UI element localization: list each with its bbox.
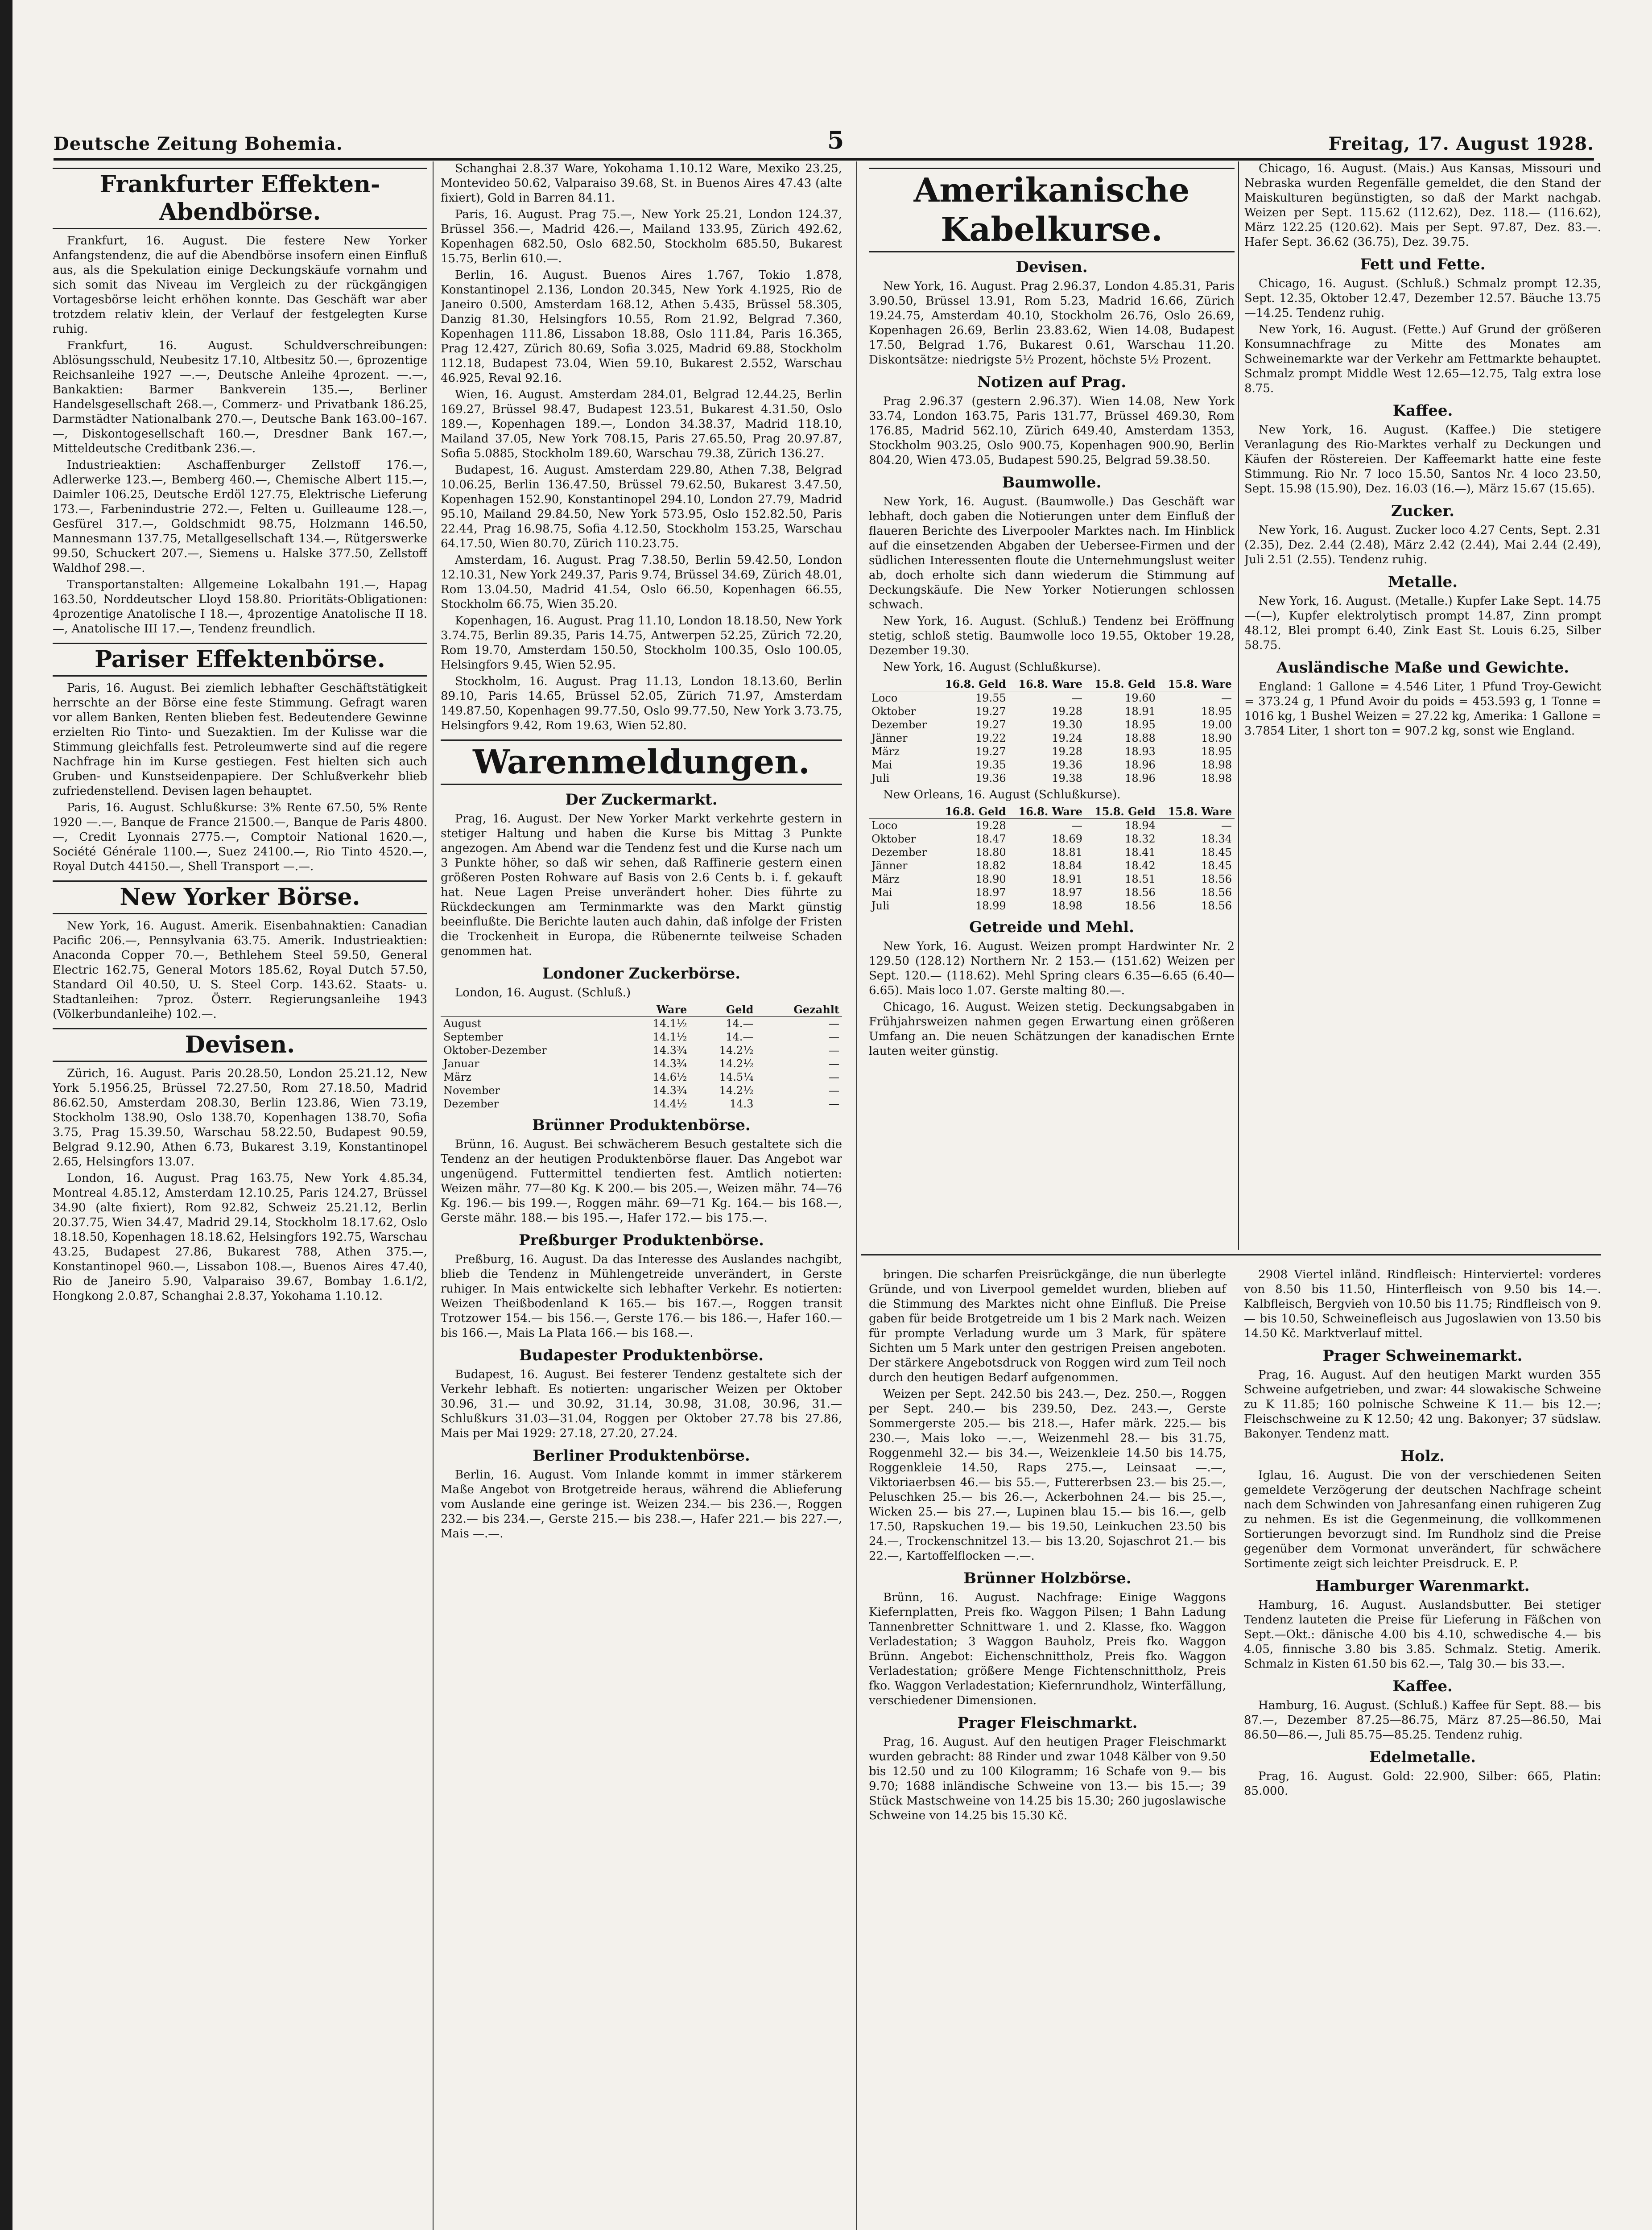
article-text: England: 1 Gallone = 4.546 Liter, 1 Pfund Troy-Gewicht = 373.24 g, 1 Pfund Avoir du poids = 453.593 g, 1 Tonne = 1016 kg, 1 Bushel Weizen = 27.22 kg, Amerika: 1 Gallone = 3.7854 Liter, 1 short ton = 907.2 kg, sonst wie England. bbox=[1244, 680, 1601, 738]
table-cell: 19.28 bbox=[1052, 705, 1082, 718]
table-row bbox=[869, 718, 1235, 731]
article-text: Hamburg, 16. August. (Schluß.) Kaffee für Sept. 88.— bis 87.—, Dezember 87.25—86.75, März 87.25—86.50, Mai 86.50—86.—, Juli 85.75—85.25. Tendenz ruhig. bbox=[1244, 1699, 1601, 1742]
table-row bbox=[869, 859, 1235, 872]
article-text: Hamburg, 16. August. Auslandsbutter. Bei stetiger Tendenz lauteten die Preise für Lieferung in Fäßchen von Sept.—Okt.: dänische 4.00 bis 4.10, schwedische 4.— bis 4.05, finnische 3.80 bis 3.85. Schmalz. Stetig. Amerik. Schmalz in Kisten 61.50 bis 62.—, Talg 30.— bis 33.—. bbox=[1244, 1598, 1601, 1671]
table-cell: März bbox=[871, 873, 900, 885]
subheading-sugar: Zucker. bbox=[1391, 502, 1455, 520]
article-text: New York, 16. August. (Schluß.) Tendenz bei Eröffnung stetig, schloß stetig. Baumwolle loco 19.55, Oktober 19.28, Dezember 19.30. bbox=[869, 615, 1235, 657]
table-cell: 19.55 bbox=[975, 692, 1006, 704]
column-header: 16.8. Geld bbox=[936, 677, 1009, 691]
column-1 bbox=[53, 161, 427, 2230]
table-cell: 19.27 bbox=[975, 719, 1006, 731]
table-row bbox=[869, 886, 1235, 899]
table-cell: 18.90 bbox=[1201, 732, 1232, 744]
heading-devisen: Devisen. bbox=[53, 1028, 427, 1062]
table-cell: 18.34 bbox=[1201, 833, 1232, 845]
article-text: Amsterdam, 16. August. Prag 7.38.50, Berlin 59.42.50, London 12.10.31, New York 249.37, Paris 9.74, Brüssel 34.69, Zürich 48.01, Rom 13.04.50, Madrid 41.54, Oslo 66.50, Kopenhagen 66.55, Stockholm 66.75, Wien 35.20. bbox=[441, 553, 842, 611]
table-cell: — bbox=[829, 1031, 839, 1043]
article-text: New York, 16. August. (Fette.) Auf Grund der größeren Konsumnachfrage zu Mitte des Monates am Schweinemarkte war der Verkehr am Fettmarkte behauptet. Schmalz prompt Middle West 12.65—12.75, Talg extra lose 8.75. bbox=[1244, 323, 1601, 395]
sugar-quotes-table bbox=[441, 1003, 842, 1111]
table-row bbox=[441, 1084, 842, 1097]
table-cell: November bbox=[443, 1084, 500, 1097]
table-cell: 19.35 bbox=[975, 759, 1006, 771]
heading-american-cables: Amerikanische Kabelkurse. bbox=[869, 168, 1235, 252]
table-cell: 18.51 bbox=[1125, 873, 1156, 885]
column-header: 15.8. Geld bbox=[1085, 805, 1158, 819]
article-text: bringen. Die scharfen Preisrückgänge, die nun überlegte Gründe, und von Liverpool gemeldet wurden, blieben auf die Stimmung des Marktes nicht ohne Einfluß. Die Preise gaben für beide Brotgetreide um 1 bis 2 Mark nach. Weizen für prompte Verladung wurde um 3 Mark, für spätere Sichten um 5 Mark unter den gestrigen Preisen angeboten. Der stärkere Angebotsdruck von Roggen wird zum Teil noch durch den heutigen Bedarf aufgenommen. bbox=[869, 1268, 1226, 1384]
subheading-budapest-products: Budapester Produktenbörse. bbox=[519, 1346, 764, 1364]
subheading-wood: Holz. bbox=[1400, 1447, 1445, 1465]
table-cell: 18.96 bbox=[1125, 772, 1156, 785]
subheading-hamburg-goods: Hamburger Warenmarkt. bbox=[1315, 1577, 1530, 1595]
column-header: 15.8. Ware bbox=[1158, 805, 1235, 819]
column-header: Geld bbox=[690, 1003, 756, 1017]
subheading-weights: Ausländische Maße und Gewichte. bbox=[1276, 659, 1569, 677]
subheading-berlin-products: Berliner Produktenbörse. bbox=[533, 1447, 750, 1465]
table-cell: — bbox=[829, 1044, 839, 1057]
article-text: Schanghai 2.8.37 Ware, Yokohama 1.10.12 Ware, Mexiko 23.25, Montevideo 50.62, Valparaiso 39.68, St. in Buenos Aires 47.43 (alte fixiert), Gold in Barren 84.11. bbox=[441, 162, 842, 205]
section-rule bbox=[861, 1254, 1601, 1255]
table-caption: London, 16. August. (Schluß.) bbox=[455, 986, 631, 999]
table-cell: 19.36 bbox=[1052, 759, 1082, 771]
cotton-new-york-table bbox=[869, 677, 1235, 785]
cotton-new-orleans-table bbox=[869, 805, 1235, 913]
table-cell: 18.56 bbox=[1125, 886, 1156, 899]
column-header: Ware bbox=[623, 1003, 690, 1017]
table-row bbox=[441, 1057, 842, 1070]
article-text: Budapest, 16. August. Amsterdam 229.80, Athen 7.38, Belgrad 10.06.25, Berlin 136.47.50, Brüssel 79.62.50, Bukarest 3.47.50, Kopenhagen 152.90, Konstantinopel 294.10, London 27.79, Madrid 95.10, Mailand 29.84.50, New York 573.95, Oslo 152.82.50, Paris 22.44, Prag 16.98.75, Sofia 4.12.50, Stockholm 153.25, Warschau 64.17.50, Wien 80.70, Zürich 110.23.75. bbox=[441, 463, 842, 550]
table-cell: Mai bbox=[871, 759, 892, 771]
article-text: 2908 Viertel inländ. Rindfleisch: Hinterviertel: vorderes von 8.50 bis 11.50, Hinterfleisch von 9.50 bis 14.—. Kalbfleisch, Bergvieh von 10.50 bis 11.75; Rindfleisch von 9.— bis 10.50, Schweinefleisch aus Jugoslawien von 13.50 bis 14.50 Kč. Marktverlauf mittel. bbox=[1244, 1268, 1601, 1340]
column-header bbox=[441, 1003, 623, 1017]
table-cell: März bbox=[871, 745, 900, 758]
table-cell: 18.93 bbox=[1125, 745, 1156, 758]
article-text: Zürich, 16. August. Paris 20.28.50, London 25.21.12, New York 5.1956.25, Brüssel 72.27.50, Rom 27.18.50, Madrid 86.62.50, Amsterdam 208.30, Berlin 123.86, Wien 73.19, Stockholm 138.90, Oslo 138.70, Kopenhagen 138.70, Sofia 3.75, Prag 15.39.50, Warschau 58.22.50, Budapest 90.59, Belgrad 9.12.90, Athen 6.73, Bukarest 3.19, Konstantinopel 2.65, Helsingfors 13.07. bbox=[53, 1067, 427, 1169]
table-cell: 18.97 bbox=[1052, 886, 1082, 899]
article-text: Wien, 16. August. Amsterdam 284.01, Belgrad 12.44.25, Berlin 169.27, Brüssel 98.47, Budapest 123.51, Bukarest 4.31.50, Oslo 189.—, Kopenhagen 189.—, London 34.38.37, Madrid 118.10, Mailand 37.05, New York 708.15, Paris 27.65.50, Prag 20.97.87, Sofia 5.0885, Stockholm 189.60, Warschau 79.38, Zürich 136.27. bbox=[441, 388, 842, 460]
article-text: New York, 16. August. Prag 2.96.37, London 4.85.31, Paris 3.90.50, Brüssel 13.91, Rom 5.23, Madrid 16.66, Zürich 19.24.75, Amsterdam 40.10, Stockholm 26.76, Oslo 26.69, Kopenhagen 26.69, Berlin 23.83.62, Wien 14.08, Budapest 17.50, Belgrad 1.76, Bukarest 0.61, Warschau 11.20. Diskontsätze: niedrigste 5½ Prozent, höchste 5½ Prozent. bbox=[869, 280, 1235, 367]
article-text: Chicago, 16. August. Weizen stetig. Deckungsabgaben in Frühjahrsweizen nahmen gegen Erwartung einen größeren Umfang an. Die neuen Schätzungen der kanadischen Ernte lauten weiter günstig. bbox=[869, 1000, 1235, 1058]
article-text: Chicago, 16. August. (Mais.) Aus Kansas, Missouri und Nebraska wurden Regenfälle gemeldet, die den Stand der Maiskulturen begünstigten, so daß der Markt nachgab. Weizen per Sept. 115.62 (112.62), Dez. 118.— (116.62), März 122.25 (120.62). Mais per Sept. 97.87, Dez. 83.—. Hafer Sept. 36.62 (36.75), Dez. 39.75. bbox=[1244, 162, 1601, 249]
article-text: Prag, 16. August. Der New Yorker Markt verkehrte gestern in stetiger Haltung und haben die Kurse bis Mittag 3 Punkte angezogen. Am Abend war die Tendenz fest und die Kurse nach um 3 Punkte höher, so daß wir sehen, daß Raffinerie gestern einen größeren Posten Rohware auf Basis von 2.6 Cents b. i. f. gekauft hat. Neue Lagen Preise unverändert hoher. Dies führte zu Rückdeckungen am Terminmarkte was den Markt günstig beeinflußte. Die Berichte lauten auch dahin, daß infolge der Fristen die Trockenheit in Europa, die Rübenernte teilweise Schaden genommen hat. bbox=[441, 812, 842, 958]
table-cell: August bbox=[443, 1017, 482, 1030]
column-header: 15.8. Ware bbox=[1158, 677, 1235, 691]
table-cell: 18.98 bbox=[1201, 772, 1232, 785]
table-cell: — bbox=[1221, 692, 1232, 704]
table-cell: 19.28 bbox=[1052, 745, 1082, 758]
article-text: Chicago, 16. August. (Schluß.) Schmalz prompt 12.35, Sept. 12.35, Oktober 12.47, Dezember 12.57. Bäuche 13.75—14.25. Tendenz ruhig. bbox=[1244, 277, 1601, 320]
table-row bbox=[441, 1044, 842, 1057]
issue-date: Freitag, 17. August 1928. bbox=[1328, 133, 1594, 154]
column-rule bbox=[433, 161, 434, 2230]
subheading-cotton: Baumwolle. bbox=[1002, 474, 1102, 491]
article-text: Industrieaktien: Aschaffenburger Zellstoff 176.—, Adlerwerke 123.—, Bemberg 460.—, Chemische Albert 115.—, Daimler 106.25, Deutsche Erdöl 127.75, Elektrische Lieferung 173.—, Farbenindustrie 272.—, Felten u. Guilleaume 128.—, Gesfürel 317.—, Goldschmidt 98.75, Holzmann 146.50, Mannesmann 137.75, Metallgesellschaft 134.—, Rütgerswerke 99.50, Schuckert 207.—, Siemens u. Halske 377.50, Zellstoff Waldhof 298.—. bbox=[53, 458, 427, 575]
table-cell: Oktober bbox=[871, 705, 916, 718]
column-2 bbox=[441, 161, 842, 2230]
table-caption: New York, 16. August (Schlußkurse). bbox=[883, 661, 1101, 674]
subheading-grain: Getreide und Mehl. bbox=[969, 918, 1134, 936]
article-text: Prag 2.96.37 (gestern 2.96.37). Wien 14.08, New York 33.74, London 163.75, Paris 131.77, Brüssel 469.30, Rom 176.85, Madrid 562.10, Zürich 649.40, Amsterdam 1353, Stockholm 903.25, Oslo 900.75, Kopenhagen 900.90, Berlin 804.20, Wien 473.05, Budapest 590.25, Belgrad 59.38.50. bbox=[869, 395, 1235, 467]
column-header: 16.8. Ware bbox=[1009, 677, 1085, 691]
article-text: Brünn, 16. August. Nachfrage: Einige Waggons Kiefernplatten, Preis fko. Waggon Pilsen; 1 Bahn Ladung Tannenbretter Schnittware 1. und 2. Klasse, fko. Waggon Verladestation; 3 Waggon Bauholz, Preis fko. Waggon Brünn. Angebot: Eichenschnittholz, Preis fko. Waggon Verladestation; größere Menge Fichtenschnittholz, Preis fko. Waggon Verladestation; Kiefernrundholz, Winterfällung, verschiedener Dimensionen. bbox=[869, 1591, 1226, 1707]
table-row bbox=[869, 899, 1235, 913]
table-cell: 18.81 bbox=[1052, 846, 1082, 859]
article-text: New York, 16. August. (Kaffee.) Die stetigere Veranlagung des Rio-Marktes verhalf zu Deckungen und Käufen der Röstereien. Der Kaffeemarkt hatte eine feste Stimmung. Rio Nr. 7 loco 15.50, Santos Nr. 4 loco 23.50, Sept. 15.98 (15.90), Dez. 16.03 (16.—), März 15.67 (15.65). bbox=[1244, 423, 1601, 496]
table-cell: — bbox=[829, 1098, 839, 1110]
table-cell: März bbox=[443, 1071, 471, 1083]
table-cell: Dezember bbox=[871, 846, 927, 859]
table-cell: September bbox=[443, 1031, 503, 1043]
table-row bbox=[869, 705, 1235, 718]
article-text: Frankfurt, 16. August. Die festere New Yorker Anfangstendenz, die auf die Abendbörse insofern einen Einfluß aus, als die Spekulation einige Deckungskäufe vornahm und sich somit das Niveau im Vergleich zu der rückgängigen Vortagesbörse leicht erhöhen konnte. Das Geschäft war aber trotzdem relativ klein, der Verlauf der festgelegten Kurse ruhig. bbox=[53, 234, 427, 336]
table-cell: — bbox=[829, 1084, 839, 1097]
table-cell: 18.95 bbox=[1201, 745, 1232, 758]
table-row bbox=[869, 745, 1235, 758]
table-cell: 19.36 bbox=[975, 772, 1006, 785]
table-cell: 14.3¾ bbox=[653, 1084, 687, 1097]
article-text: Brünn, 16. August. Bei schwächerem Besuch gestaltete sich die Tendenz an der heutigen Produktenbörse flauer. Das Angebot war ungenügend. Futtermittel tendierten fest. Amtlich notierten: Weizen mähr. 77—80 Kg. K 200.— bis 205.—, Weizen mähr. 74—76 Kg. 196.— bis 199.—, Roggen mähr. 69—71 Kg. 164.— bis 168.—, Gerste mähr. 188.— bis 195.—, Hafer 172.— bis 175.—. bbox=[441, 1138, 842, 1225]
article-text: Transportanstalten: Allgemeine Lokalbahn 191.—, Hapag 163.50, Norddeutscher Lloyd 158.80. Prioritäts-Obligationen: 4prozentige Anatolische I 18.—, 4prozentige Anatolische II 18.—, Anatolische III 17.—, Tendenz freundlich. bbox=[53, 578, 427, 636]
table-cell: Jänner bbox=[871, 732, 908, 744]
article-text: Berlin, 16. August. Vom Inlande kommt in immer stärkerem Maße Angebot von Brotgetreide heraus, während die Ablieferung vom Auslande eine geringe ist. Weizen 234.— bis 236.—, Roggen 232.— bis 234.—, Gerste 215.— bis 238.—, Hafer 221.— bis 227.—, Mais —.—. bbox=[441, 1468, 842, 1540]
heading-frankfurt: Frankfurter Effekten-Abendbörse. bbox=[53, 168, 427, 229]
table-cell: 18.45 bbox=[1201, 859, 1232, 872]
scan-edge bbox=[0, 0, 12, 2230]
column-header: 16.8. Geld bbox=[936, 805, 1009, 819]
table-cell: 14.— bbox=[726, 1017, 754, 1030]
table-cell: 19.24 bbox=[1052, 732, 1082, 744]
table-cell: 19.27 bbox=[975, 745, 1006, 758]
table-cell: — bbox=[1071, 819, 1082, 832]
table-header-row bbox=[441, 1003, 842, 1017]
table-cell: 14.3 bbox=[729, 1098, 754, 1110]
article-text: Berlin, 16. August. Buenos Aires 1.767, Tokio 1.878, Konstantinopel 2.136, London 20.345, New York 4.1925, Rio de Janeiro 0.500, Amsterdam 168.12, Athen 5.435, Brüssel 58.305, Danzig 81.30, Helsingfors 10.55, Rom 21.92, Belgrad 7.360, Kopenhagen 111.86, Lissabon 18.88, Oslo 111.84, Paris 16.365, Prag 12.427, Zürich 80.69, Sofia 3.025, Madrid 69.88, Stockholm 112.18, Budapest 73.04, Wien 59.10, Bukarest 2.552, Warschau 46.925, Reval 92.16. bbox=[441, 268, 842, 385]
article-text: Paris, 16. August. Bei ziemlich lebhafter Geschäftstätigkeit herrschte an der Börse eine feste Stimmung. Gefragt waren vor allem Banken, Renten blieben fest. Bedeutendere Gewinne erzielten Rio Tinto- und Suezaktien. Im der Kulisse war die Stimmung gleichfalls fest. Petroleumwerte sind auf die regere Nachfrage hin im Kurse gestiegen. Fest hielten sich auch Gruben- und Kunstseidenpapiere. Der Schlußverkehr blieb zufriedenstellend. Devisen lagen behauptet. bbox=[53, 681, 427, 798]
table-cell: 14.2½ bbox=[719, 1044, 754, 1057]
lower-section bbox=[869, 1268, 1601, 2230]
table-row bbox=[441, 1070, 842, 1084]
table-cell: 14.1½ bbox=[653, 1031, 687, 1043]
table-cell: 14.— bbox=[726, 1031, 754, 1043]
table-cell: — bbox=[829, 1071, 839, 1083]
table-cell: 18.91 bbox=[1125, 705, 1156, 718]
article-text: New York, 16. August. (Metalle.) Kupfer Lake Sept. 14.75—(—), Kupfer elektrolytisch prompt 14.87, Zinn prompt 48.12, Blei prompt 6.40, Zink East St. Louis 6.25, Silber 58.75. bbox=[1244, 595, 1601, 652]
table-cell: Dezember bbox=[871, 719, 927, 731]
table-row bbox=[869, 731, 1235, 745]
table-cell: 18.56 bbox=[1201, 900, 1232, 912]
table-row bbox=[441, 1017, 842, 1031]
table-cell: 18.82 bbox=[975, 859, 1006, 872]
column-3 bbox=[869, 161, 1235, 1245]
table-cell: 18.97 bbox=[975, 886, 1006, 899]
heading-paris: Pariser Effektenbörse. bbox=[53, 643, 427, 677]
page-number: 5 bbox=[827, 126, 844, 154]
table-cell: Mai bbox=[871, 886, 892, 899]
table-cell: — bbox=[829, 1017, 839, 1030]
column-rule bbox=[856, 161, 857, 2230]
subheading-prague-meat: Prager Fleischmarkt. bbox=[957, 1714, 1138, 1732]
table-row bbox=[441, 1097, 842, 1111]
table-cell: 18.45 bbox=[1201, 846, 1232, 859]
table-cell: 19.00 bbox=[1201, 719, 1232, 731]
table-row bbox=[869, 846, 1235, 859]
subheading-prague-notes: Notizen auf Prag. bbox=[977, 373, 1127, 391]
table-cell: 19.28 bbox=[975, 819, 1006, 832]
table-cell: Juli bbox=[871, 772, 890, 785]
article-text: London, 16. August. Prag 163.75, New York 4.85.34, Montreal 4.85.12, Amsterdam 12.10.25, Paris 124.27, Brüssel 34.90 (alte fixiert), Rom 92.82, Schweiz 25.21.12, Berlin 20.37.75, Wien 34.47, Madrid 29.14, Stockholm 18.17.62, Oslo 18.18.50, Kopenhagen 18.18.62, Helsingfors 192.75, Warschau 43.25, Budapest 27.86, Bukarest 788, Athen 375.—, Konstantinopel 960.—, Lissabon 108.—, Buenos Aires 47.40, Rio de Janeiro 5.90, Valparaiso 39.67, Bombay 1.6.1/2, Hongkong 2.0.87, Schanghai 2.8.37, Yokohama 1.10.12. bbox=[53, 1172, 427, 1303]
table-cell: 18.88 bbox=[1125, 732, 1156, 744]
table-cell: 14.1½ bbox=[653, 1017, 687, 1030]
table-cell: — bbox=[1221, 819, 1232, 832]
table-cell: Oktober-Dezember bbox=[443, 1044, 547, 1057]
table-cell: 14.3¾ bbox=[653, 1057, 687, 1070]
subheading-devisen: Devisen. bbox=[1016, 258, 1088, 276]
article-text: Stockholm, 16. August. Prag 11.13, London 18.13.60, Berlin 89.10, Paris 14.65, Brüssel 52.05, Zürich 71.97, Amsterdam 149.87.50, Kopenhagen 99.77.50, Oslo 99.77.50, New York 3.73.75, Helsingfors 9.42, Rom 19.63, Wien 52.80. bbox=[441, 675, 842, 732]
article-text: New York, 16. August. Weizen prompt Hardwinter Nr. 2 129.50 (128.12) Northern Nr. 2 153.— (151.62) Weizen per Sept. 120.— (118.62). Mehl Spring clears 6.35—6.65 (6.40—6.65). Mais loco 1.07. Gerste malting 80.—. bbox=[869, 940, 1235, 997]
table-cell: 18.95 bbox=[1125, 719, 1156, 731]
table-cell: — bbox=[1071, 692, 1082, 704]
article-text: Prag, 16. August. Gold: 22.900, Silber: 665, Platin: 85.000. bbox=[1244, 1770, 1601, 1798]
column-4 bbox=[1244, 161, 1601, 1245]
table-cell: 19.30 bbox=[1052, 719, 1082, 731]
column-header: 16.8. Ware bbox=[1009, 805, 1085, 819]
article-text: Frankfurt, 16. August. Schuldverschreibungen: Ablösungsschuld, Neubesitz 17.10, Altbesitz 50.—, 6prozentige Reichsanleihe 1927 —.—, Deutsche Anleihe 4prozent. —.—, Bankaktien: Barmer Bankverein 135.—, Berliner Handelsgesellschaft 268.—, Commerz- und Privatbank 186.25, Darmstädter Nationalbank 270.—, Deutsche Bank 163.00–167.—, Diskontogesellschaft 160.—, Dresdner Bank 167.—, Mitteldeutsche Creditbank 236.—. bbox=[53, 339, 427, 455]
table-cell: 18.69 bbox=[1052, 833, 1082, 845]
table-cell: 14.4½ bbox=[653, 1098, 687, 1110]
table-cell: Dezember bbox=[443, 1098, 499, 1110]
article-text: Budapest, 16. August. Bei festerer Tendenz gestaltete sich der Verkehr lebhaft. Es notierten: ungarischer Weizen per Oktober 30.96, 31.— und 30.92, 31.14, 30.98, 31.08, 30.96, 31.— Schlußkurs 31.03—31.04, Roggen per Oktober 27.78 bis 27.86, Mais per Mai 1929: 27.18, 27.20, 27.24. bbox=[441, 1368, 842, 1440]
table-cell: Loco bbox=[871, 819, 898, 832]
subheading-fats: Fett und Fette. bbox=[1360, 256, 1486, 273]
lower-right-column bbox=[1244, 1268, 1601, 1825]
table-cell: 18.56 bbox=[1125, 900, 1156, 912]
article-text: Kopenhagen, 16. August. Prag 11.10, London 18.18.50, New York 3.74.75, Berlin 89.35, Paris 14.75, Antwerpen 52.25, Zürich 72.20, Rom 19.70, Amsterdam 150.50, Stockholm 100.35, Oslo 100.05, Helsingfors 9.45, Wien 52.95. bbox=[441, 614, 842, 672]
table-cell: Oktober bbox=[871, 833, 916, 845]
table-cell: 18.56 bbox=[1201, 873, 1232, 885]
table-cell: 18.95 bbox=[1201, 705, 1232, 718]
article-text: New York, 16. August. (Baumwolle.) Das Geschäft war lebhaft, doch gaben die Notierungen unter dem Einfluß der flaueren Berichte des Liverpooler Marktes nach. Im Hinblick auf die einsetzenden Abgaben der Uebersee-Firmen und der südlichen Interessenten floute die Unternehmungslust weiter ab, doch erholte sich dann wiederum die Stimmung auf Deckungskäufe. Die New Yorker Notierungen schlossen schwach. bbox=[869, 495, 1235, 611]
column-header: 15.8. Geld bbox=[1085, 677, 1158, 691]
table-cell: 19.38 bbox=[1052, 772, 1082, 785]
subheading-brno-products: Brünner Produktenbörse. bbox=[532, 1116, 751, 1134]
article-text: New York, 16. August. Amerik. Eisenbahnaktien: Canadian Pacific 206.—, Pennsylvania 63.75. Amerik. Industrieaktien: Anaconda Copper 70.—, Bethlehem Steel 59.50, General Electric 162.75, General Motors 185.62, Royal Dutch 57.50, Standard Oil 40.50, U. S. Steel Corp. 143.62. Staats- u. Stadtanleihen: 7proz. Österr. Regierungsanleihe 1943 (Völkerbundanleihe) 102.—. bbox=[53, 919, 427, 1021]
table-cell: 18.56 bbox=[1201, 886, 1232, 899]
newspaper-name: Deutsche Zeitung Bohemia. bbox=[54, 133, 343, 154]
table-cell: 18.99 bbox=[975, 900, 1006, 912]
heading-warenmeldungen: Warenmeldungen. bbox=[441, 739, 842, 785]
article-text: Weizen per Sept. 242.50 bis 243.—, Dez. 250.—, Roggen per Sept. 240.— bis 239.50, Dez. 243.—, Gerste Sommergerste 205.— bis 218.—, Hafer märk. 225.— bis 230.—, Mais loko —.—, Weizenmehl 28.— bis 31.75, Roggenmehl 32.— bis 34.—, Weizenkleie 14.50 bis 14.75, Roggenkleie 14.50, Raps 275.—, Leinsaat —.—, Viktoriaerbsen 46.— bis 55.—, Futtererbsen 23.— bis 25.—, Peluschken 25.— bis 26.—, Ackerbohnen 24.— bis 25.—, Wicken 25.— bis 27.—, Lupinen blau 15.— bis 16.—, gelb 17.50, Rapskuchen 19.— bis 19.50, Leinkuchen 23.50 bis 24.—, Trockenschnitzel 13.— bis 13.20, Sojaschrot 21.— bis 22.—, Kartoffelflocken —.—. bbox=[869, 1388, 1226, 1563]
subheading-coffee: Kaffee. bbox=[1392, 402, 1453, 420]
table-cell: 18.32 bbox=[1125, 833, 1156, 845]
table-cell: 18.91 bbox=[1052, 873, 1082, 885]
column-header: Gezahlt bbox=[756, 1003, 842, 1017]
table-caption: New Orleans, 16. August (Schlußkurse). bbox=[883, 788, 1121, 801]
subheading-coffee-hamburg: Kaffee. bbox=[1392, 1677, 1453, 1695]
table-cell: — bbox=[829, 1057, 839, 1070]
table-cell: 18.41 bbox=[1125, 846, 1156, 859]
table-cell: Januar bbox=[443, 1057, 479, 1070]
table-cell: 18.94 bbox=[1125, 819, 1156, 832]
article-text: Preßburg, 16. August. Da das Interesse des Auslandes nachgibt, blieb die Tendenz in Mühlengetreide unverändert, in Gerste ruhiger. In Mais entwickelte sich lebhafter Verkehr. Es notierten: Weizen Theißbodenland K 165.— bis 167.—, Roggen transit Trotzower 154.— bis 156.—, Gerste 176.— bis 186.—, Hafer 160.— bis 166.—, Mais La Plata 166.— bis 168.—. bbox=[441, 1253, 842, 1340]
column-rule bbox=[1238, 161, 1239, 1250]
heading-new-york: New Yorker Börse. bbox=[53, 880, 427, 914]
table-cell: 18.90 bbox=[975, 873, 1006, 885]
table-cell: 18.47 bbox=[975, 833, 1006, 845]
table-cell: 19.60 bbox=[1125, 692, 1156, 704]
table-row bbox=[869, 872, 1235, 886]
article-text: Iglau, 16. August. Die von der verschiedenen Seiten gemeldete Verzögerung der deutschen Nachfrage scheint nach dem Schwinden von Jahresanfang einen ruhigeren Zug zu nehmen. Es ist die Gegenmeinung, die vollkommenen Sortierungen bevorzugt sind. Im Rundholz sind die Preise gegenüber dem Vormonat unverändert, für schwächere Sortimente zeigt sich leichter Preisdruck. E. P. bbox=[1244, 1469, 1601, 1570]
subheading-zuckermarkt: Der Zuckermarkt. bbox=[565, 791, 718, 809]
table-cell: Loco bbox=[871, 692, 898, 704]
table-cell: 18.96 bbox=[1125, 759, 1156, 771]
table-header-row bbox=[869, 677, 1235, 691]
table-cell: 18.84 bbox=[1052, 859, 1082, 872]
table-cell: Juli bbox=[871, 900, 890, 912]
subheading-metals: Metalle. bbox=[1388, 573, 1458, 591]
article-text: Paris, 16. August. Prag 75.—, New York 25.21, London 124.37, Brüssel 356.—, Madrid 426.—, Mailand 133.95, Zürich 492.62, Kopenhagen 682.50, Oslo 682.50, Stockholm 685.50, Bukarest 15.75, Berlin 610.—. bbox=[441, 208, 842, 265]
table-cell: 14.6½ bbox=[653, 1071, 687, 1083]
masthead bbox=[54, 126, 1594, 161]
table-cell: Jänner bbox=[871, 859, 908, 872]
table-cell: 14.2½ bbox=[719, 1084, 754, 1097]
article-text: Paris, 16. August. Schlußkurse: 3% Rente 67.50, 5% Rente 1920 —.—, Banque de France 21500.—, Banque de Paris 4800.—, Credit Lyonnais 2775.—, Comptoir National 1620.—, Société Générale 1100.—, Suez 24100.—, Rio Tinto 4520.—, Royal Dutch 44150.—, Shell Transport —.—. bbox=[53, 801, 427, 873]
article-text: Prag, 16. August. Auf den heutigen Markt wurden 355 Schweine aufgetrieben, und zwar: 44 slowakische Schweine zu K 11.85; 160 polnische Schweine K 11.— bis 12.—; Fleischschweine zu K 12.50; 42 ung. Bakonyer; 37 südslaw. Bakonyer. Tendenz matt. bbox=[1244, 1368, 1601, 1441]
article-text: New York, 16. August. Zucker loco 4.27 Cents, Sept. 2.31 (2.35), Dez. 2.44 (2.48), März 2.42 (2.44), Mai 2.44 (2.49), Juli 2.51 (2.55). Tendenz ruhig. bbox=[1244, 524, 1601, 566]
subheading-precious-metals: Edelmetalle. bbox=[1369, 1748, 1476, 1766]
subheading-prague-pigs: Prager Schweinemarkt. bbox=[1322, 1347, 1523, 1365]
table-row bbox=[869, 832, 1235, 846]
table-row bbox=[869, 691, 1235, 705]
table-row bbox=[869, 772, 1235, 785]
subheading-brno-wood: Brünner Holzbörse. bbox=[963, 1569, 1132, 1587]
article-text: Prag, 16. August. Auf den heutigen Prager Fleischmarkt wurden gebracht: 88 Rinder und zwar 1048 Kälber von 9.50 bis 12.50 und zu 100 Kilogramm; 16 Schafe von 9.— bis 9.70; 1688 inländische Schweine von 13.— bis 15.—; 39 Stück Mastschweine von 14.25 bis 15.30; 260 jugoslawische Schweine von 14.25 bis 15.30 Kč. bbox=[869, 1735, 1226, 1822]
table-cell: 14.5¼ bbox=[719, 1071, 754, 1083]
subheading-bratislava-products: Preßburger Produktenbörse. bbox=[519, 1231, 764, 1249]
table-cell: 14.2½ bbox=[719, 1057, 754, 1070]
subheading-london-sugar: Londoner Zuckerbörse. bbox=[542, 965, 741, 983]
table-cell: 18.98 bbox=[1201, 759, 1232, 771]
lower-left-column bbox=[869, 1268, 1226, 1825]
table-header-row bbox=[869, 805, 1235, 819]
table-cell: 18.42 bbox=[1125, 859, 1156, 872]
column-header bbox=[869, 805, 936, 819]
table-cell: 14.3¾ bbox=[653, 1044, 687, 1057]
column-header bbox=[869, 677, 936, 691]
table-cell: 18.80 bbox=[975, 846, 1006, 859]
table-cell: 19.27 bbox=[975, 705, 1006, 718]
table-row bbox=[869, 758, 1235, 772]
table-row bbox=[869, 819, 1235, 833]
table-cell: 19.22 bbox=[975, 732, 1006, 744]
table-row bbox=[441, 1030, 842, 1044]
table-cell: 18.98 bbox=[1052, 900, 1082, 912]
